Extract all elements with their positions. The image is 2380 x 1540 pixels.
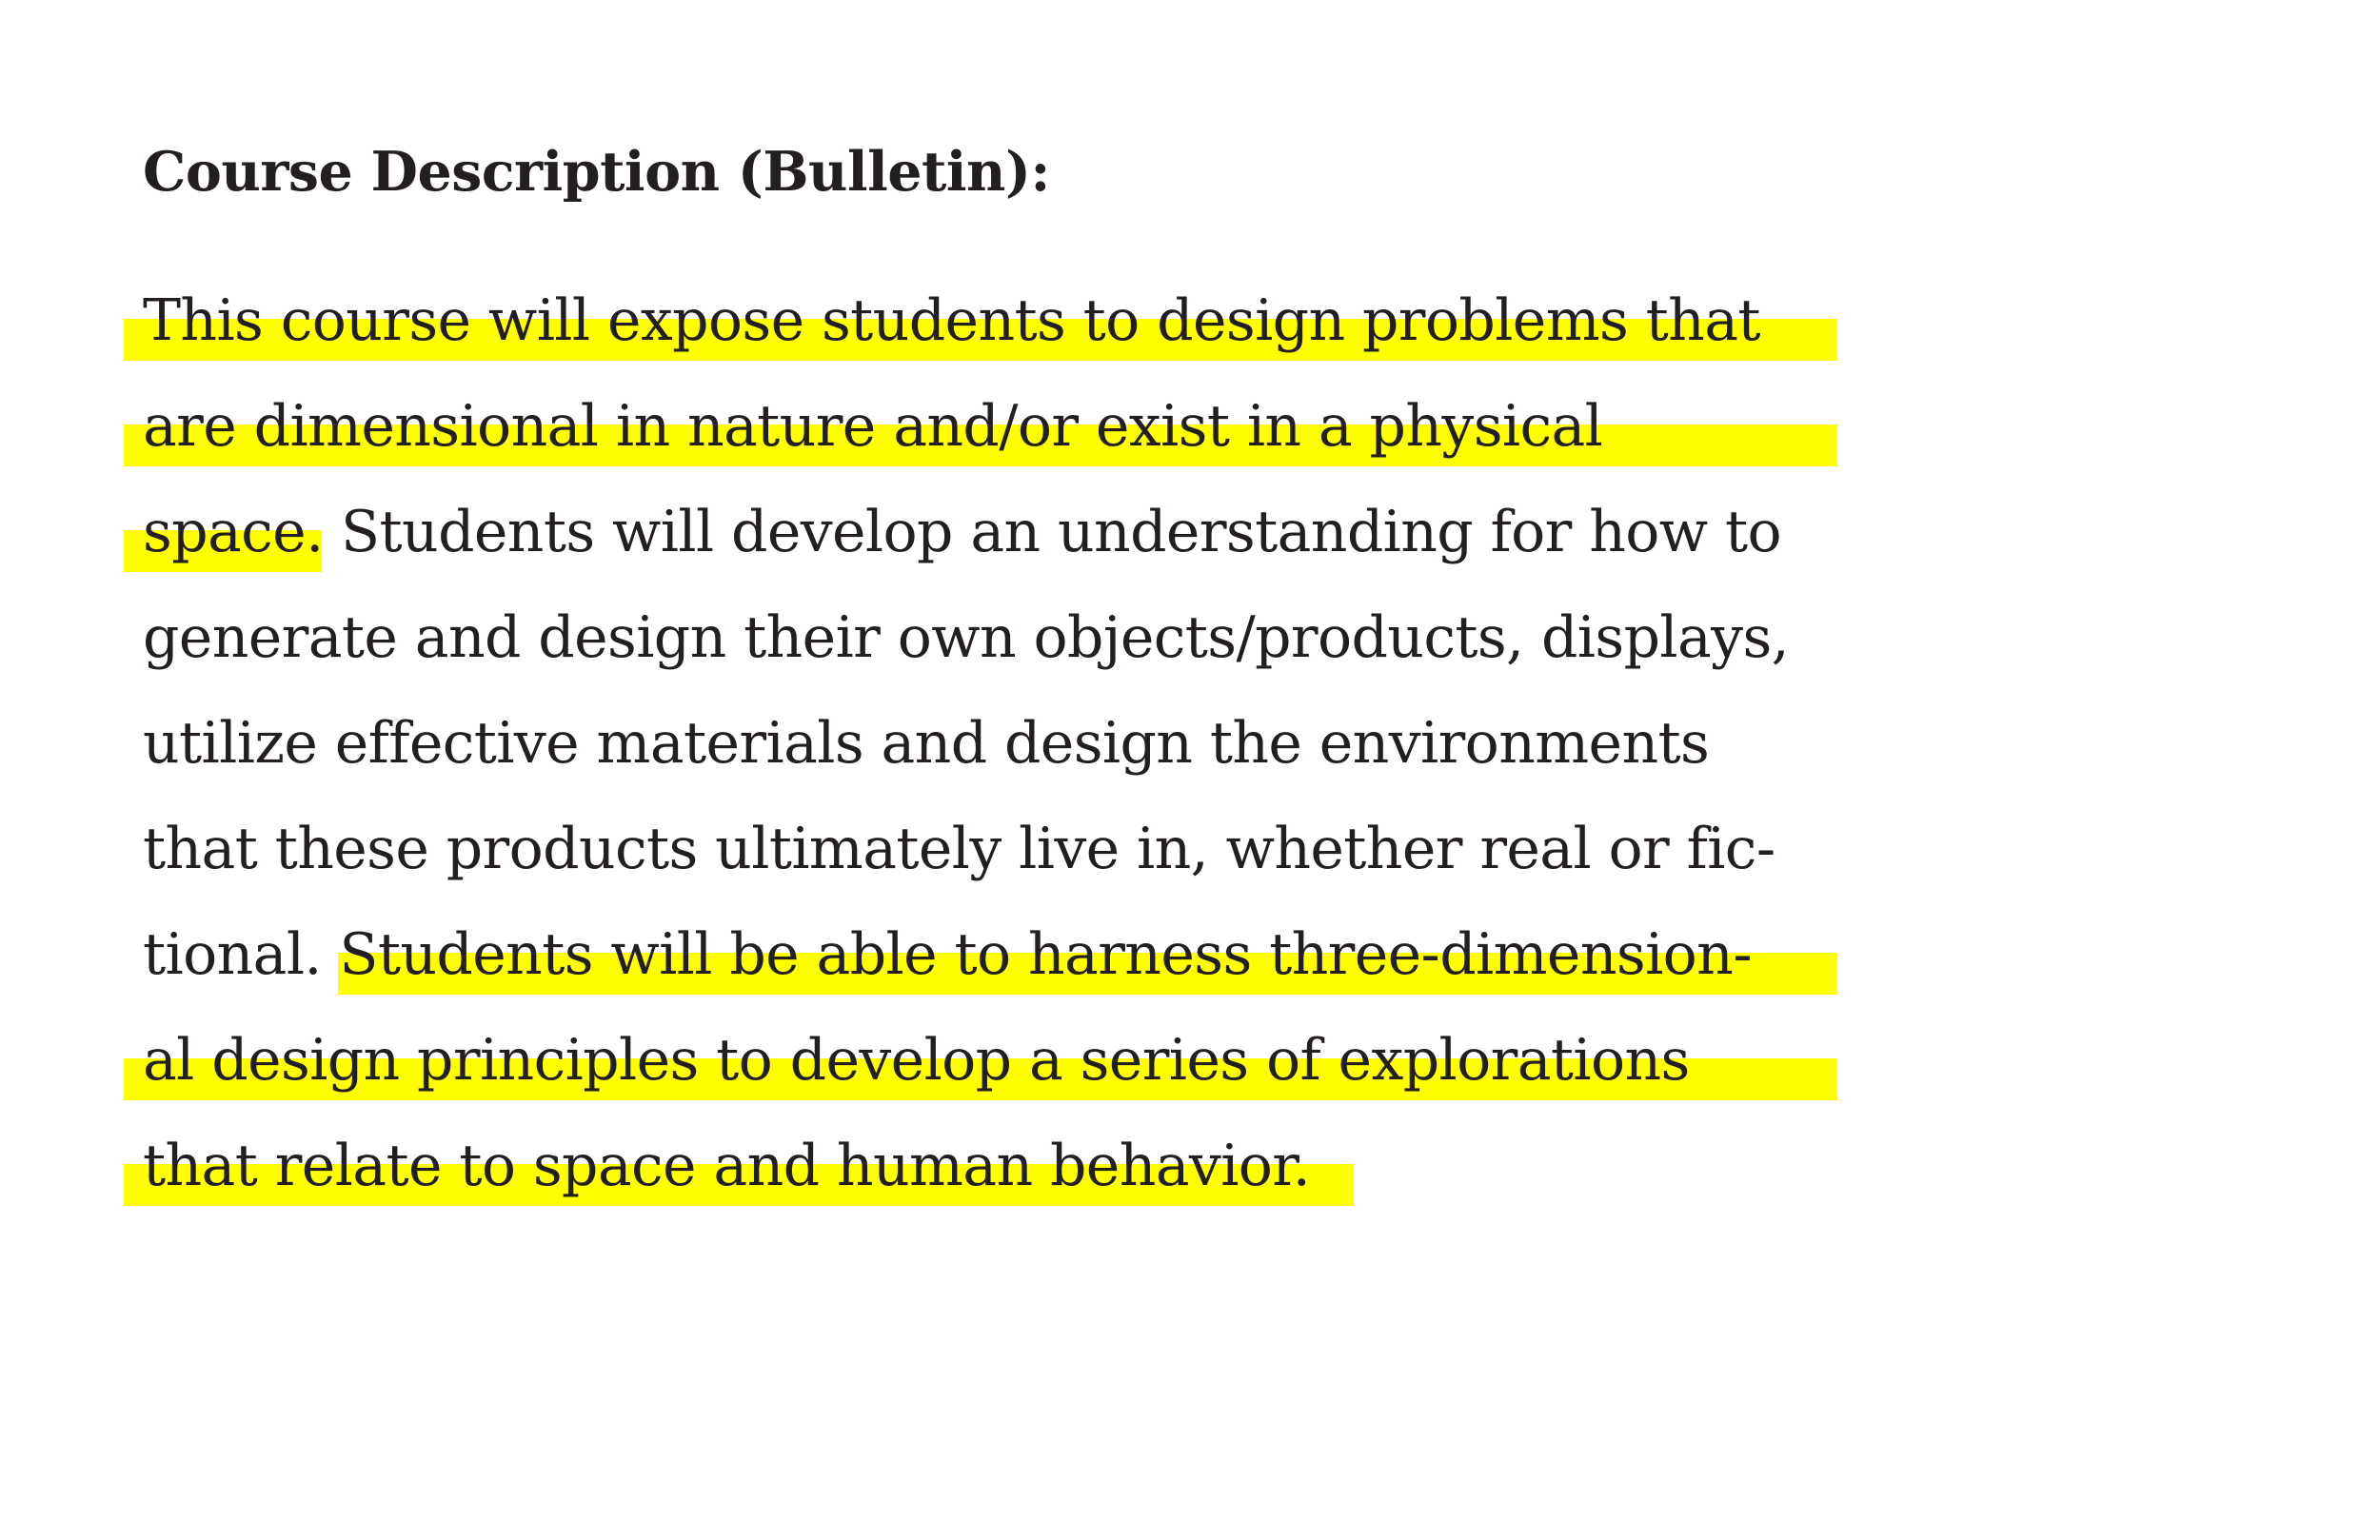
text-line [143, 585, 1885, 691]
text-line [143, 480, 1885, 585]
text-line [143, 1008, 1885, 1114]
line-text: are dimensional in nature and/or exist in a physical [143, 393, 1603, 460]
text-line [143, 374, 1885, 480]
line-text: space. Students will develop an understanding for how to [143, 499, 1782, 565]
text-line [143, 268, 1885, 374]
text-line [143, 691, 1885, 797]
section-heading: Course Description (Bulletin): [143, 140, 1050, 204]
line-text: generate and design their own objects/products, displays, [143, 604, 1790, 671]
line-text: utilize effective materials and design the environments [143, 710, 1710, 777]
text-line [143, 902, 1885, 1008]
course-description [143, 268, 1885, 1219]
line-text: that these products ultimately live in, whether real or fic- [143, 816, 1775, 882]
line-text: tional. Students will be able to harness three-dimension- [143, 921, 1752, 988]
text-line [143, 797, 1885, 902]
line-text: that relate to space and human behavior. [143, 1133, 1311, 1199]
line-text: al design principles to develop a series of explorations [143, 1027, 1690, 1094]
text-line [143, 1114, 1885, 1219]
line-text: This course will expose students to design problems that [143, 287, 1760, 354]
